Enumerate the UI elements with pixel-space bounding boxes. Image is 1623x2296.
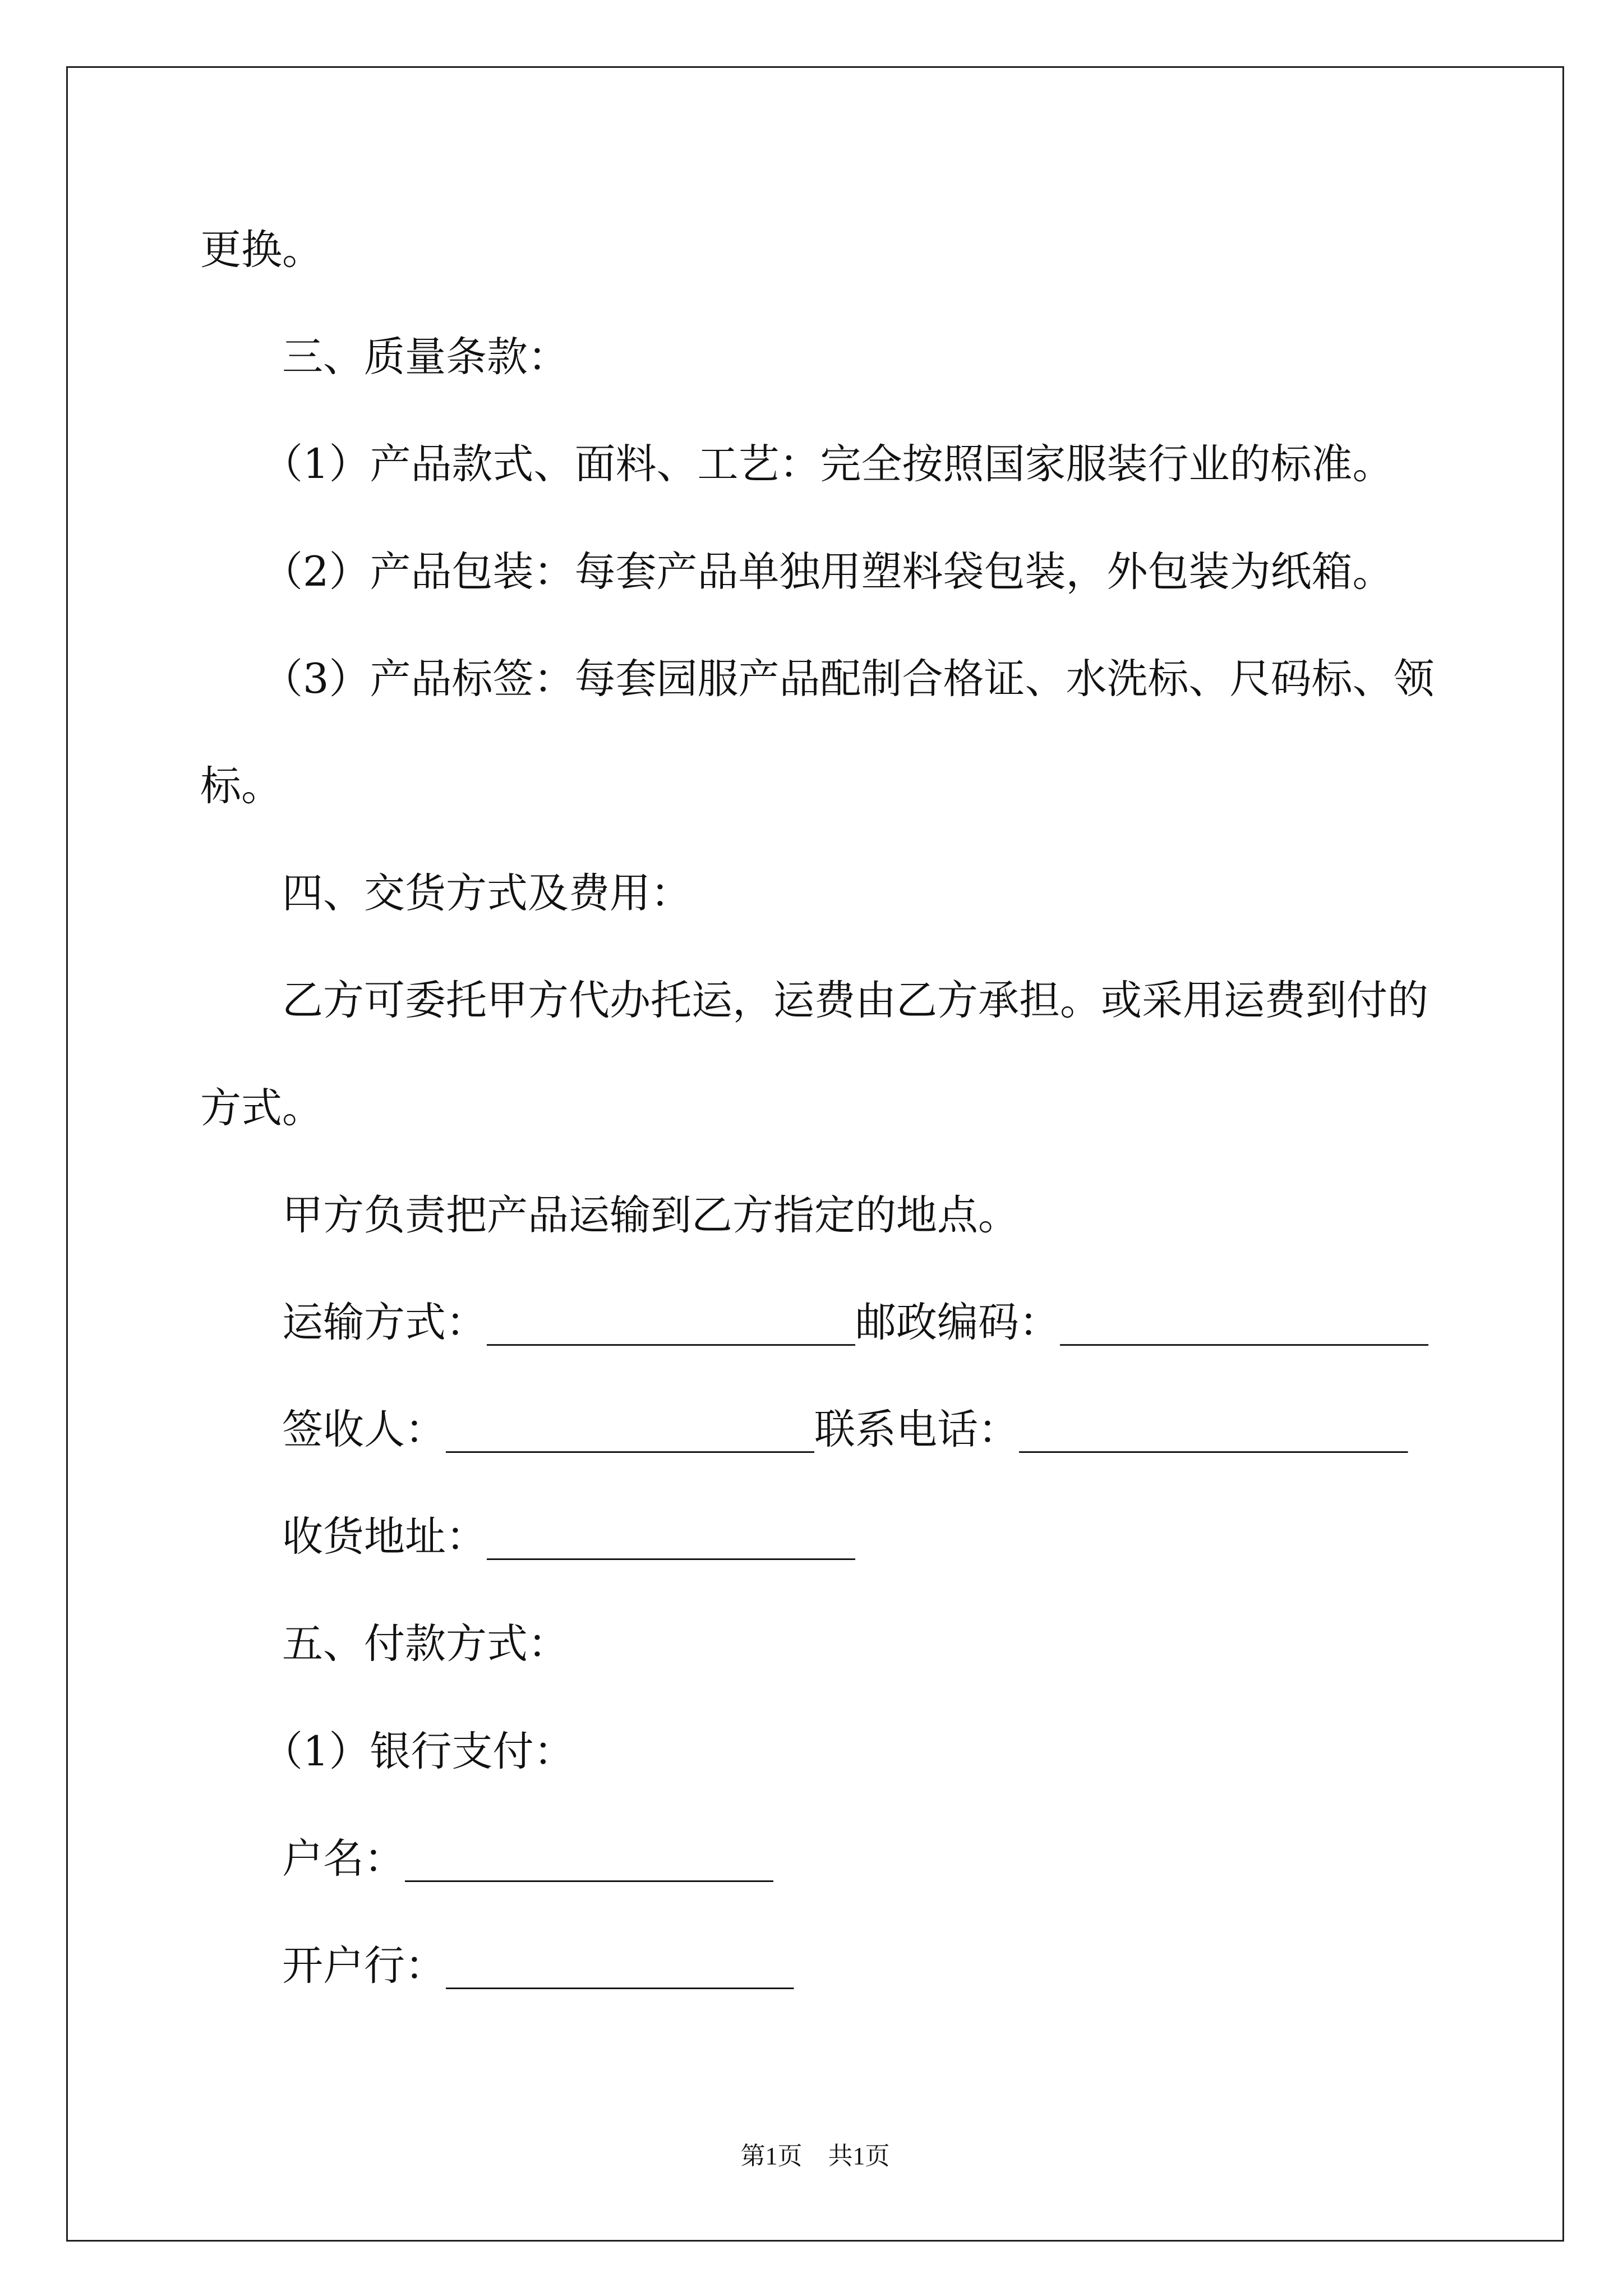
clause-product-label: （3）产品标签：每套园服产品配制合格证、水洗标、尺码标、领 [262, 655, 1435, 703]
clause-bank-payment: （1）银行支付： [262, 1727, 575, 1775]
paragraph-shipping-terms: 乙方可委托甲方代办托运，运费由乙方承担。或采用运费到付的 [282, 977, 1428, 1025]
clause-product-style: （1）产品款式、面料、工艺：完全按照国家服装行业的标准。 [262, 440, 1394, 489]
clause-product-packaging: （2）产品包装：每套产品单独用塑料袋包装，外包装为纸箱。 [262, 547, 1394, 596]
paragraph-continuation-line: 更换。 [200, 226, 323, 274]
blank-bank-branch: 开户行：_________________ [282, 1942, 794, 1990]
paragraph-shipping-terms-continuation: 方式。 [200, 1084, 323, 1132]
page-footer [66, 2136, 1564, 2177]
document-body [200, 196, 1456, 2019]
blank-recipient-phone: 签收人：__________________联系电话：___________________ [282, 1406, 1408, 1454]
section-heading-payment: 五、付款方式： [282, 1620, 569, 1668]
section-heading-delivery: 四、交货方式及费用： [282, 869, 691, 918]
page-number-current: 第1页 [740, 2142, 803, 2170]
blank-delivery-address: 收货地址：__________________ [282, 1513, 855, 1561]
clause-product-label-continuation: 标。 [200, 762, 282, 810]
page-number-total: 共1页 [828, 2142, 890, 2170]
blank-account-name: 户名：__________________ [282, 1834, 773, 1883]
section-heading-quality: 三、质量条款： [282, 333, 569, 381]
blank-shipping-method-postcode: 运输方式：__________________邮政编码：__________________ [282, 1298, 1428, 1346]
paragraph-delivery-location: 甲方负责把产品运输到乙方指定的地点。 [282, 1191, 1019, 1239]
